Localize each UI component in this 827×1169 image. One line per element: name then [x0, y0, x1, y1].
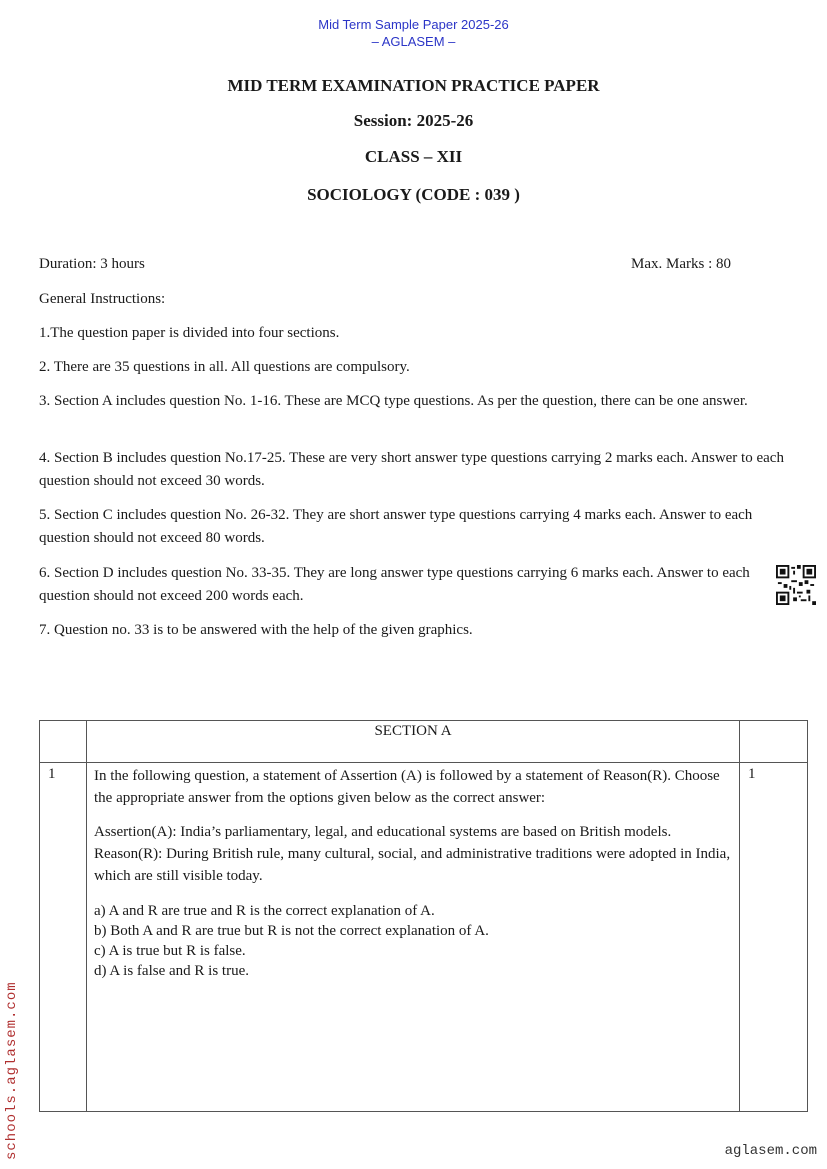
instruction-item: 2. There are 35 questions in all. All questions are compulsory. — [39, 359, 410, 375]
instruction-item: 7. Question no. 33 is to be answered with the help of the given graphics. — [39, 622, 473, 638]
session-title: Session: 2025-26 — [353, 111, 474, 130]
option-a: a) A and R are true and R is the correct explanation of A. — [94, 903, 435, 919]
question-marks: 1 — [740, 763, 808, 1112]
question-intro: In the following question, a statement of Assertion (A) is followed by a statement of Reason(R). Choose the appropriate answer from the options given below as the correct answer: — [94, 768, 720, 806]
side-watermark: schools.aglasem.com — [4, 981, 20, 1160]
assertion: Assertion(A): India’s parliamentary, legal, and educational systems are based on British models. — [94, 824, 672, 840]
instruction-item: 3. Section A includes question No. 1-16. These are MCQ type questions. As per the question, there can be one answer. — [39, 393, 748, 409]
table-row — [40, 763, 808, 1112]
qr-code[interactable] — [776, 565, 816, 605]
subject-title: SOCIOLOGY (CODE : 039 ) — [307, 185, 520, 204]
footer-watermark: aglasem.com — [724, 1143, 817, 1159]
option-b: b) Both A and R are true but R is not the correct explanation of A. — [94, 923, 489, 939]
option-c: c) A is true but R is false. — [94, 943, 246, 959]
duration: Duration: 3 hours — [39, 256, 145, 272]
class-title: CLASS – XII — [364, 147, 463, 166]
blank-cell — [740, 721, 808, 763]
option-d: d) A is false and R is true. — [94, 963, 249, 979]
section-a-table — [39, 720, 808, 1112]
blank-cell — [40, 721, 87, 763]
question-number: 1 — [40, 763, 87, 1112]
section-a-heading: SECTION A — [87, 721, 740, 763]
header-line-1: Mid Term Sample Paper 2025-26 — [318, 17, 509, 32]
max-marks: Max. Marks : 80 — [631, 256, 731, 272]
question-body — [87, 763, 740, 1112]
instruction-item: 6. Section D includes question No. 33-35. They are long answer type questions carrying 6 marks each. Answer to each question should not exceed 200 words each. — [39, 565, 750, 604]
reason: Reason(R): During British rule, many cultural, social, and administrative traditions were adopted in India, which are still visible today. — [94, 846, 731, 884]
instruction-item: 4. Section B includes question No.17-25. These are very short answer type questions carrying 2 marks each. Answer to each question should not exceed 30 words. — [39, 450, 784, 489]
instruction-item: 5. Section C includes question No. 26-32. They are short answer type questions carrying 4 marks each. Answer to each question should not exceed 80 words. — [39, 507, 753, 546]
exam-title: MID TERM EXAMINATION PRACTICE PAPER — [227, 76, 600, 95]
header-line-2: – AGLASEM – — [371, 34, 456, 49]
instruction-item: 1.The question paper is divided into four sections. — [39, 325, 340, 341]
instructions-heading: General Instructions: — [39, 291, 166, 307]
